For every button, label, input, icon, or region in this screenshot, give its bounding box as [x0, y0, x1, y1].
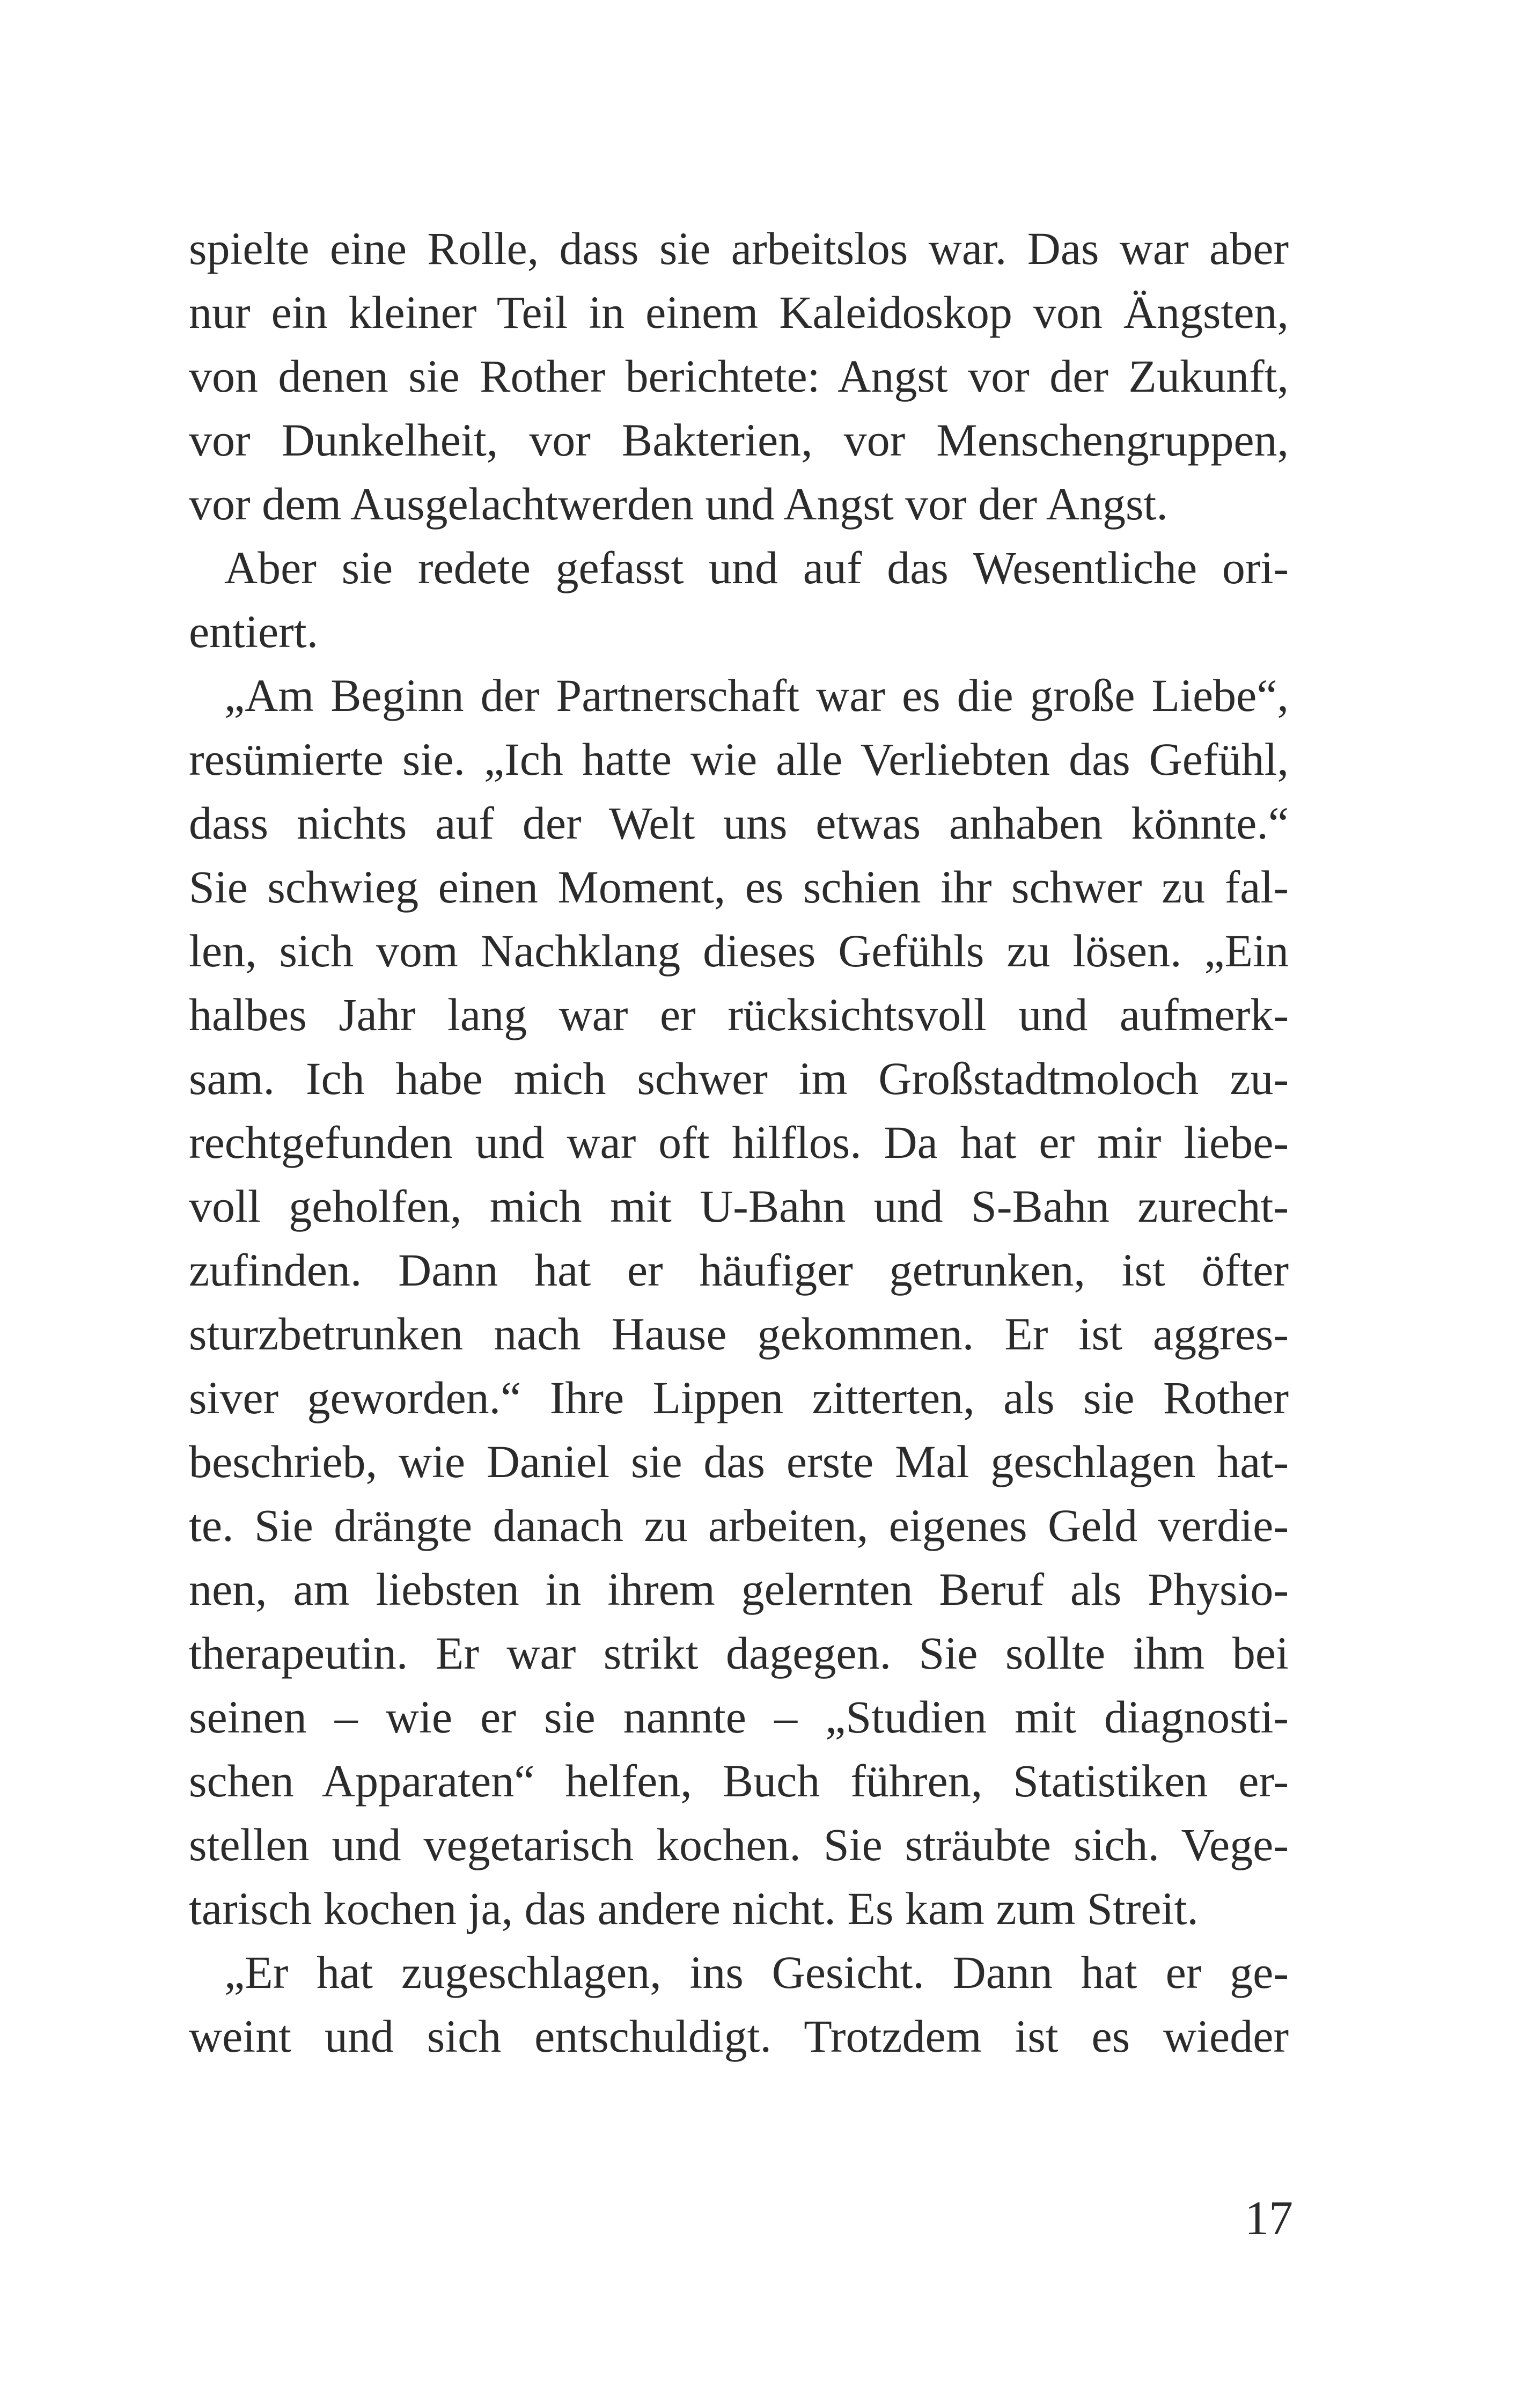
text-line: von denen sie Rother berichtete: Angst vor der Zukunft, [189, 350, 1289, 402]
text-line: „Er hat zugeschlagen, ins Gesicht. Dann hat er ge- [224, 1947, 1289, 1998]
text-line: schen Apparaten“ helfen, Buch führen, Statistiken er- [189, 1755, 1289, 1807]
text-line: „Am Beginn der Partnerschaft war es die große Liebe“, [224, 670, 1289, 721]
page-number: 17 [1245, 2192, 1293, 2245]
text-line: te. Sie drängte danach zu arbeiten, eigenes Geld verdie- [189, 1500, 1289, 1551]
text-line: seinen – wie er sie nannte – „Studien mit diagnosti- [189, 1691, 1289, 1743]
text-line: entiert. [189, 606, 319, 657]
text-line: nur ein kleiner Teil in einem Kaleidoskop von Ängsten, [189, 287, 1289, 338]
text-line: therapeutin. Er war strikt dagegen. Sie sollte ihm bei [189, 1627, 1289, 1679]
text-line: voll geholfen, mich mit U-Bahn und S-Bahn zurecht- [189, 1180, 1289, 1232]
text-line: nen, am liebsten in ihrem gelernten Beruf als Physio- [189, 1563, 1289, 1615]
text-line: len, sich vom Nachklang dieses Gefühls zu lösen. „Ein [189, 925, 1289, 977]
text-line: stellen und vegetarisch kochen. Sie sträubte sich. Vege- [189, 1819, 1289, 1870]
text-line: Sie schwieg einen Moment, es schien ihr schwer zu fal- [189, 861, 1289, 913]
text-line: resümierte sie. „Ich hatte wie alle Verliebten das Gefühl, [189, 733, 1289, 785]
text-line: vor Dunkelheit, vor Bakterien, vor Menschengruppen, [189, 414, 1289, 466]
text-line: zufinden. Dann hat er häufiger getrunken, ist öfter [189, 1244, 1289, 1296]
text-line: beschrieb, wie Daniel sie das erste Mal geschlagen hat- [189, 1436, 1289, 1487]
text-line: Aber sie redete gefasst und auf das Wesentliche ori- [224, 542, 1289, 593]
text-line: siver geworden.“ Ihre Lippen zitterten, als sie Rother [189, 1372, 1289, 1423]
text-line: vor dem Ausgelachtwerden und Angst vor der Angst. [189, 478, 1168, 530]
text-line: weint und sich entschuldigt. Trotzdem ist es wieder [189, 2010, 1289, 2062]
text-line: sam. Ich habe mich schwer im Großstadtmoloch zu- [189, 1053, 1289, 1104]
text-line: spielte eine Rolle, dass sie arbeitslos war. Das war aber [189, 223, 1289, 274]
text-line: rechtgefunden und war oft hilflos. Da hat er mir liebe- [189, 1117, 1289, 1168]
text-line: sturzbetrunken nach Hause gekommen. Er ist aggres- [189, 1308, 1289, 1360]
text-line: halbes Jahr lang war er rücksichtsvoll und aufmerk- [189, 989, 1289, 1040]
text-line: dass nichts auf der Welt uns etwas anhaben könnte.“ [189, 797, 1289, 849]
text-line: tarisch kochen ja, das andere nicht. Es kam zum Streit. [189, 1883, 1199, 1934]
